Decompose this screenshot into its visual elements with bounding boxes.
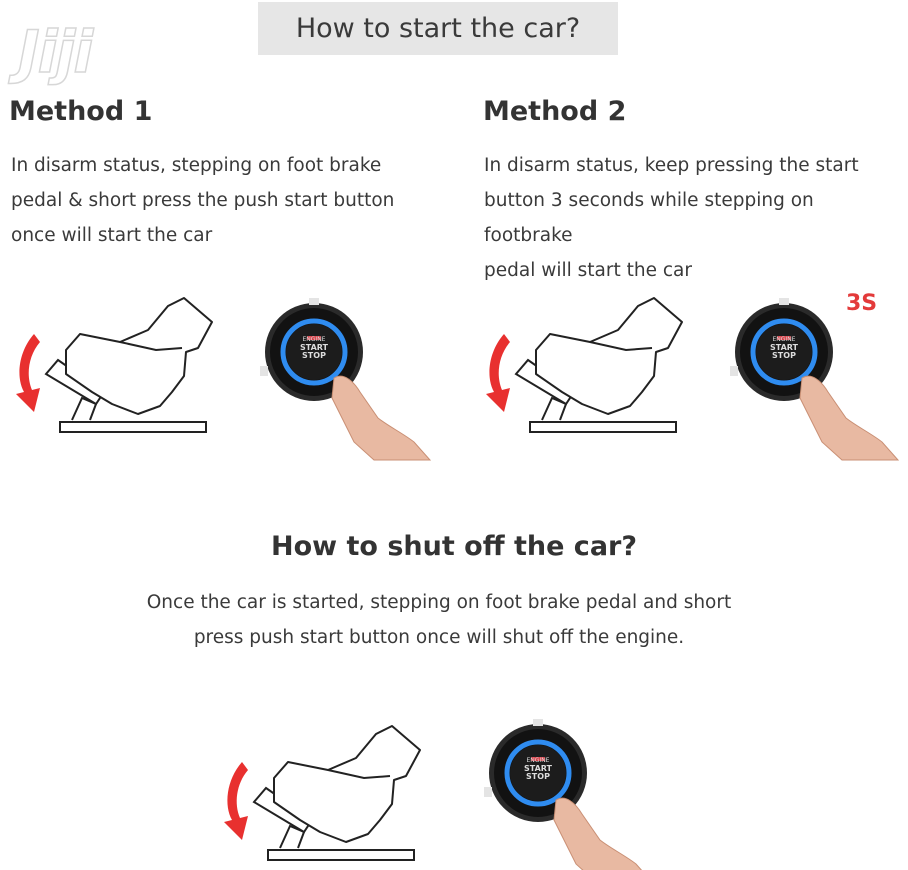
button-engine-text: ENGINE <box>772 336 796 343</box>
method2-line-2: button 3 seconds while stepping on footbrake <box>484 190 814 246</box>
method1-line-3: once will start the car <box>11 225 213 246</box>
method2-line-1: In disarm status, keep pressing the start <box>484 155 859 176</box>
button-label-method2 <box>764 336 804 360</box>
method2-line-3: pedal will start the car <box>484 260 692 281</box>
down-arrow-icon <box>224 762 248 840</box>
button-start-text: START <box>769 343 799 352</box>
button-label-method1 <box>294 336 334 360</box>
button-label-shutoff <box>518 757 558 781</box>
pedal-icon <box>254 726 420 860</box>
method1-title: Method 1 <box>9 96 153 127</box>
button-stop-text: STOP <box>526 772 550 781</box>
button-start-text: START <box>299 343 329 352</box>
method1-line-2: pedal & short press the push start button <box>11 190 395 211</box>
three-seconds-badge: 3S <box>846 291 878 316</box>
page-title: How to start the car? <box>258 2 618 55</box>
button-engine-text: ENGINE <box>302 336 326 343</box>
button-stop-text: STOP <box>772 351 796 360</box>
finger-icon <box>554 798 652 870</box>
shutoff-title: How to shut off the car? <box>270 531 638 562</box>
method2-title: Method 2 <box>483 96 627 127</box>
button-start-text: START <box>523 764 553 773</box>
watermark-logo: Jiji <box>18 18 92 86</box>
button-engine-text: ENGINE <box>526 757 550 764</box>
button-stop-text: STOP <box>302 351 326 360</box>
method1-line-1: In disarm status, stepping on foot brake <box>11 155 382 176</box>
shutoff-line-2: press push start button once will shut off the engine. <box>193 627 685 648</box>
shutoff-line-1: Once the car is started, stepping on foot brake pedal and short <box>146 592 732 613</box>
